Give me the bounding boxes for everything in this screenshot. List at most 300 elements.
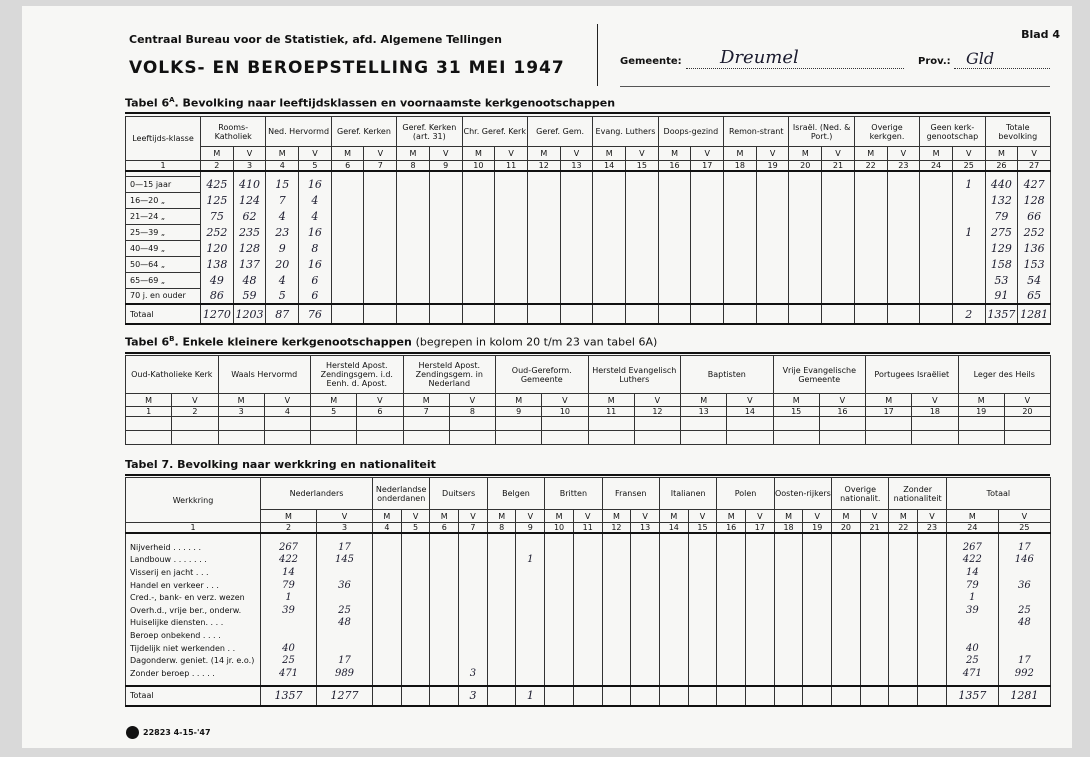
- werkkring-row: [126, 667, 1051, 680]
- empty-cell: [659, 604, 688, 617]
- empty-cell: [401, 686, 430, 706]
- empty-cell: [717, 579, 746, 592]
- empty-cell: [527, 176, 560, 192]
- empty-cell: [317, 533, 373, 541]
- value-cell: 145: [317, 554, 373, 567]
- column-number: 17: [691, 161, 724, 172]
- empty-cell: [602, 604, 631, 617]
- value-cell: [516, 591, 545, 604]
- empty-cell: [462, 240, 495, 256]
- empty-cell: [659, 541, 688, 554]
- empty-cell: [659, 629, 688, 642]
- empty-cell: [803, 554, 832, 567]
- empty-cell: [545, 629, 574, 642]
- empty-cell: [832, 667, 861, 680]
- column-number: 7: [364, 161, 397, 172]
- empty-cell: [717, 541, 746, 554]
- mv-row: [126, 147, 1051, 161]
- empty-cell: [774, 654, 803, 667]
- empty-cell: [560, 240, 593, 256]
- value-cell: [459, 604, 488, 617]
- empty-cell: [373, 604, 402, 617]
- empty-cell: [462, 288, 495, 304]
- value-cell: 16: [299, 256, 332, 272]
- empty-cell: [860, 667, 889, 680]
- empty-cell: [658, 224, 691, 240]
- werkkring-row: [126, 579, 1051, 592]
- empty-cell: [527, 192, 560, 208]
- empty-cell: [717, 554, 746, 567]
- empty-cell: [717, 629, 746, 642]
- value-cell: 25: [261, 654, 317, 667]
- m-header: M: [496, 394, 542, 407]
- value-cell: 138: [201, 256, 234, 272]
- group-header: Overige kerkgen.: [854, 117, 919, 147]
- empty-cell: [264, 431, 310, 445]
- value-cell: [459, 566, 488, 579]
- empty-cell: [789, 224, 822, 240]
- tabel-7-top-rule: [125, 474, 1050, 476]
- value-cell: 992: [998, 667, 1050, 680]
- total-value: 76: [299, 304, 332, 324]
- empty-cell: [593, 192, 626, 208]
- column-number: 14: [593, 161, 626, 172]
- empty-cell: [573, 579, 602, 592]
- value-cell: 66: [1018, 208, 1051, 224]
- empty-cell: [958, 431, 1004, 445]
- age-class-label: 65—69 „: [126, 272, 201, 288]
- value-cell: [516, 667, 545, 680]
- value-cell: [952, 192, 985, 208]
- value-cell: 36: [998, 579, 1050, 592]
- column-number: 9: [516, 523, 545, 534]
- row-header: Leeftijds-klasse: [126, 117, 201, 161]
- value-cell: 1: [261, 591, 317, 604]
- empty-cell: [429, 224, 462, 240]
- empty-cell: [773, 417, 819, 431]
- m-header: M: [773, 394, 819, 407]
- empty-cell: [774, 604, 803, 617]
- group-header: Remon-strant: [724, 117, 789, 147]
- m-header: M: [889, 510, 918, 523]
- column-number: 25: [998, 523, 1050, 534]
- empty-cell: [866, 417, 912, 431]
- empty-cell: [717, 604, 746, 617]
- empty-cell: [459, 533, 488, 541]
- form-code: 22823 4-15-'47: [143, 728, 211, 737]
- total-value: 3: [459, 686, 488, 706]
- empty-cell: [659, 591, 688, 604]
- group-header: Hersteld Apost. Zendingsgem. in Nederland: [403, 356, 496, 394]
- empty-cell: [573, 654, 602, 667]
- empty-cell: [774, 686, 803, 706]
- empty-cell: [545, 591, 574, 604]
- value-cell: 7: [266, 192, 299, 208]
- column-number: 11: [588, 407, 634, 417]
- werkkring-label: Huiselijke diensten. . . .: [126, 617, 261, 630]
- empty-cell: [920, 224, 953, 240]
- value-cell: [946, 617, 998, 630]
- empty-cell: [397, 224, 430, 240]
- empty-cell: [918, 629, 947, 642]
- v-header: V: [449, 394, 495, 407]
- m-header: M: [602, 510, 631, 523]
- empty-cell: [364, 240, 397, 256]
- value-cell: 6: [299, 272, 332, 288]
- empty-cell: [658, 192, 691, 208]
- empty-cell: [527, 240, 560, 256]
- empty-cell: [593, 304, 626, 324]
- empty-cell: [401, 554, 430, 567]
- m-header: M: [201, 147, 234, 161]
- empty-cell: [854, 192, 887, 208]
- total-value: 1: [516, 686, 545, 706]
- empty-cell: [625, 256, 658, 272]
- empty-cell: [430, 654, 459, 667]
- empty-cell: [691, 304, 724, 324]
- empty-cell: [860, 686, 889, 706]
- tabel-7-title: Tabel 7. Bevolking naar werkkring en nationaliteit: [125, 458, 436, 471]
- empty-cell: [946, 533, 998, 541]
- empty-cell: [717, 654, 746, 667]
- empty-cell: [495, 256, 528, 272]
- empty-cell: [1004, 417, 1050, 431]
- empty-cell: [803, 642, 832, 655]
- column-number: 22: [854, 161, 887, 172]
- empty-cell: [774, 591, 803, 604]
- empty-cell: [724, 224, 757, 240]
- empty-cell: [746, 617, 775, 630]
- m-header: M: [866, 394, 912, 407]
- empty-cell: [364, 176, 397, 192]
- empty-cell: [487, 686, 516, 706]
- empty-cell: [527, 304, 560, 324]
- m-header: M: [958, 394, 1004, 407]
- empty-cell: [822, 304, 855, 324]
- value-cell: 79: [946, 579, 998, 592]
- v-header: V: [912, 394, 958, 407]
- value-cell: 153: [1018, 256, 1051, 272]
- column-number: 2: [172, 407, 218, 417]
- empty-cell: [545, 604, 574, 617]
- total-row: [126, 686, 1051, 706]
- empty-cell: [918, 579, 947, 592]
- empty-cell: [364, 304, 397, 324]
- value-cell: [998, 591, 1050, 604]
- empty-cell: [756, 208, 789, 224]
- empty-cell: [261, 533, 317, 541]
- werkkring-row: [126, 654, 1051, 667]
- empty-cell: [887, 240, 920, 256]
- empty-cell: [717, 591, 746, 604]
- value-cell: 39: [261, 604, 317, 617]
- empty-cell: [746, 579, 775, 592]
- value-cell: [516, 629, 545, 642]
- empty-cell: [822, 208, 855, 224]
- empty-cell: [487, 642, 516, 655]
- empty-cell: [364, 224, 397, 240]
- tabel-6a-title: Tabel $6^A$. Bevolking naar leeftijdsklassen en voornaamste kerkgenootschappen: [125, 96, 616, 110]
- empty-cell: [724, 240, 757, 256]
- empty-cell: [487, 629, 516, 642]
- empty-cell: [727, 431, 773, 445]
- werkkring-label: Visserij en jacht . . .: [126, 566, 261, 579]
- empty-cell: [331, 208, 364, 224]
- m-header: M: [854, 147, 887, 161]
- value-cell: 125: [201, 192, 234, 208]
- empty-cell: [397, 288, 430, 304]
- value-cell: 75: [201, 208, 234, 224]
- empty-cell: [364, 288, 397, 304]
- empty-cell: [803, 541, 832, 554]
- empty-cell: [373, 533, 402, 541]
- empty-cell: [331, 192, 364, 208]
- column-number-row: [126, 161, 1051, 172]
- empty-cell: [625, 176, 658, 192]
- empty-cell: [832, 629, 861, 642]
- empty-cell: [496, 417, 542, 431]
- empty-cell: [746, 604, 775, 617]
- empty-cell: [429, 240, 462, 256]
- empty-cell: [889, 629, 918, 642]
- empty-cell: [691, 240, 724, 256]
- empty-cell: [724, 192, 757, 208]
- age-row: [126, 224, 1051, 240]
- empty-cell: [373, 642, 402, 655]
- group-header: Ned. Hervormd: [266, 117, 331, 147]
- v-header: V: [1018, 147, 1051, 161]
- value-cell: [516, 642, 545, 655]
- empty-cell: [860, 541, 889, 554]
- empty-cell: [631, 591, 660, 604]
- group-header: Doops-gezind: [658, 117, 723, 147]
- v-header: V: [172, 394, 218, 407]
- werkkring-label: Handel en verkeer . . .: [126, 579, 261, 592]
- empty-cell: [373, 591, 402, 604]
- empty-cell: [634, 431, 680, 445]
- column-number: 26: [985, 161, 1018, 172]
- total-value: 1203: [233, 304, 266, 324]
- group-header: Oosten-rijkers: [774, 478, 831, 510]
- empty-cell: [495, 192, 528, 208]
- value-cell: 39: [946, 604, 998, 617]
- empty-cell: [688, 591, 717, 604]
- empty-cell: [920, 304, 953, 324]
- tabel-6b-title: Tabel $6^B$. Enkele kleinere kerkgenootschappen (begrepen in kolom 20 t/m 23 van tabel 6A): [125, 335, 658, 349]
- value-cell: 136: [1018, 240, 1051, 256]
- header-row: [126, 356, 1051, 394]
- tabel-7: [125, 477, 1051, 707]
- empty-cell: [542, 431, 588, 445]
- value-cell: [516, 566, 545, 579]
- value-cell: 422: [261, 554, 317, 567]
- column-number: 21: [860, 523, 889, 534]
- value-cell: [946, 629, 998, 642]
- empty-cell: [681, 417, 727, 431]
- empty-cell: [462, 176, 495, 192]
- empty-cell: [681, 431, 727, 445]
- column-number: 18: [774, 523, 803, 534]
- empty-cell: [364, 192, 397, 208]
- werkkring-row: [126, 629, 1051, 642]
- empty-cell: [527, 256, 560, 272]
- m-header: M: [462, 147, 495, 161]
- empty-cell: [822, 256, 855, 272]
- m-header: M: [126, 394, 172, 407]
- tabel-6a-top-rule: [125, 112, 1050, 114]
- column-number: 19: [803, 523, 832, 534]
- empty-cell: [860, 591, 889, 604]
- column-number: 4: [266, 161, 299, 172]
- empty-cell: [887, 208, 920, 224]
- empty-cell: [430, 554, 459, 567]
- empty-cell: [560, 208, 593, 224]
- werkkring-label: Landbouw . . . . . . .: [126, 554, 261, 567]
- empty-cell: [364, 272, 397, 288]
- value-cell: [459, 629, 488, 642]
- m-header: M: [681, 394, 727, 407]
- werkkring-row: [126, 591, 1051, 604]
- empty-cell: [545, 667, 574, 680]
- empty-cell: [803, 686, 832, 706]
- value-cell: 48: [998, 617, 1050, 630]
- empty-cell: [495, 288, 528, 304]
- empty-cell: [803, 629, 832, 642]
- empty-cell: [172, 431, 218, 445]
- value-cell: [952, 272, 985, 288]
- werkkring-row: [126, 604, 1051, 617]
- empty-cell: [430, 566, 459, 579]
- value-cell: 252: [1018, 224, 1051, 240]
- empty-cell: [688, 541, 717, 554]
- empty-cell: [789, 256, 822, 272]
- column-number: 5: [299, 161, 332, 172]
- value-cell: 132: [985, 192, 1018, 208]
- group-header: Nederlandse onderdanen: [373, 478, 430, 510]
- value-cell: 427: [1018, 176, 1051, 192]
- m-header: M: [397, 147, 430, 161]
- empty-cell: [832, 579, 861, 592]
- value-cell: 9: [266, 240, 299, 256]
- value-cell: 989: [317, 667, 373, 680]
- value-cell: [516, 617, 545, 630]
- empty-cell: [495, 176, 528, 192]
- value-cell: 410: [233, 176, 266, 192]
- empty-cell: [803, 654, 832, 667]
- empty-row: [126, 417, 1051, 431]
- column-number: 5: [401, 523, 430, 534]
- header-divider: [597, 24, 598, 86]
- empty-cell: [397, 304, 430, 324]
- m-header: M: [946, 510, 998, 523]
- m-header: M: [373, 510, 402, 523]
- empty-cell: [691, 176, 724, 192]
- group-header: Evang. Luthers: [593, 117, 658, 147]
- empty-cell: [126, 431, 172, 445]
- column-number: 12: [527, 161, 560, 172]
- empty-cell: [593, 224, 626, 240]
- column-number: 17: [866, 407, 912, 417]
- group-header: Oud-Gereform. Gemeente: [496, 356, 589, 394]
- value-cell: [459, 654, 488, 667]
- column-number: 27: [1018, 161, 1051, 172]
- empty-cell: [430, 642, 459, 655]
- empty-cell: [331, 272, 364, 288]
- empty-cell: [430, 617, 459, 630]
- value-cell: [516, 541, 545, 554]
- empty-cell: [860, 654, 889, 667]
- value-cell: 36: [317, 579, 373, 592]
- column-number: 15: [773, 407, 819, 417]
- empty-cell: [625, 304, 658, 324]
- empty-cell: [429, 208, 462, 224]
- empty-cell: [998, 533, 1050, 541]
- m-header: M: [659, 510, 688, 523]
- group-header: Belgen: [487, 478, 544, 510]
- value-cell: [459, 591, 488, 604]
- empty-cell: [373, 617, 402, 630]
- empty-cell: [573, 629, 602, 642]
- empty-cell: [803, 617, 832, 630]
- empty-cell: [774, 629, 803, 642]
- empty-cell: [401, 591, 430, 604]
- empty-cell: [889, 686, 918, 706]
- empty-cell: [560, 272, 593, 288]
- column-number: 2: [261, 523, 317, 534]
- empty-cell: [401, 642, 430, 655]
- empty-cell: [397, 256, 430, 272]
- empty-cell: [658, 176, 691, 192]
- age-row: [126, 256, 1051, 272]
- v-header: V: [756, 147, 789, 161]
- empty-cell: [373, 579, 402, 592]
- empty-cell: [218, 431, 264, 445]
- empty-cell: [593, 240, 626, 256]
- column-number: 13: [681, 407, 727, 417]
- empty-cell: [631, 566, 660, 579]
- empty-cell: [756, 272, 789, 288]
- empty-cell: [430, 579, 459, 592]
- value-cell: [459, 541, 488, 554]
- empty-cell: [756, 288, 789, 304]
- age-row: [126, 208, 1051, 224]
- total-value: 2: [952, 304, 985, 324]
- empty-cell: [920, 240, 953, 256]
- province-value: Gld: [966, 49, 995, 68]
- empty-cell: [688, 642, 717, 655]
- value-cell: [317, 591, 373, 604]
- empty-cell: [717, 686, 746, 706]
- value-cell: 128: [233, 240, 266, 256]
- column-number: 11: [573, 523, 602, 534]
- gemeente-label: Gemeente:: [620, 56, 682, 67]
- group-header: Hersteld Evangelisch Luthers: [588, 356, 681, 394]
- empty-cell: [429, 288, 462, 304]
- empty-cell: [560, 224, 593, 240]
- m-header: M: [593, 147, 626, 161]
- empty-cell: [688, 604, 717, 617]
- column-number-row: [126, 523, 1051, 534]
- column-number: 6: [357, 407, 403, 417]
- v-header: V: [691, 147, 724, 161]
- value-cell: [459, 642, 488, 655]
- value-cell: 17: [317, 654, 373, 667]
- werkkring-label: Overh.d., vrije ber., onderw.: [126, 604, 261, 617]
- empty-cell: [659, 566, 688, 579]
- value-cell: 422: [946, 554, 998, 567]
- empty-cell: [487, 566, 516, 579]
- empty-row: [126, 431, 1051, 445]
